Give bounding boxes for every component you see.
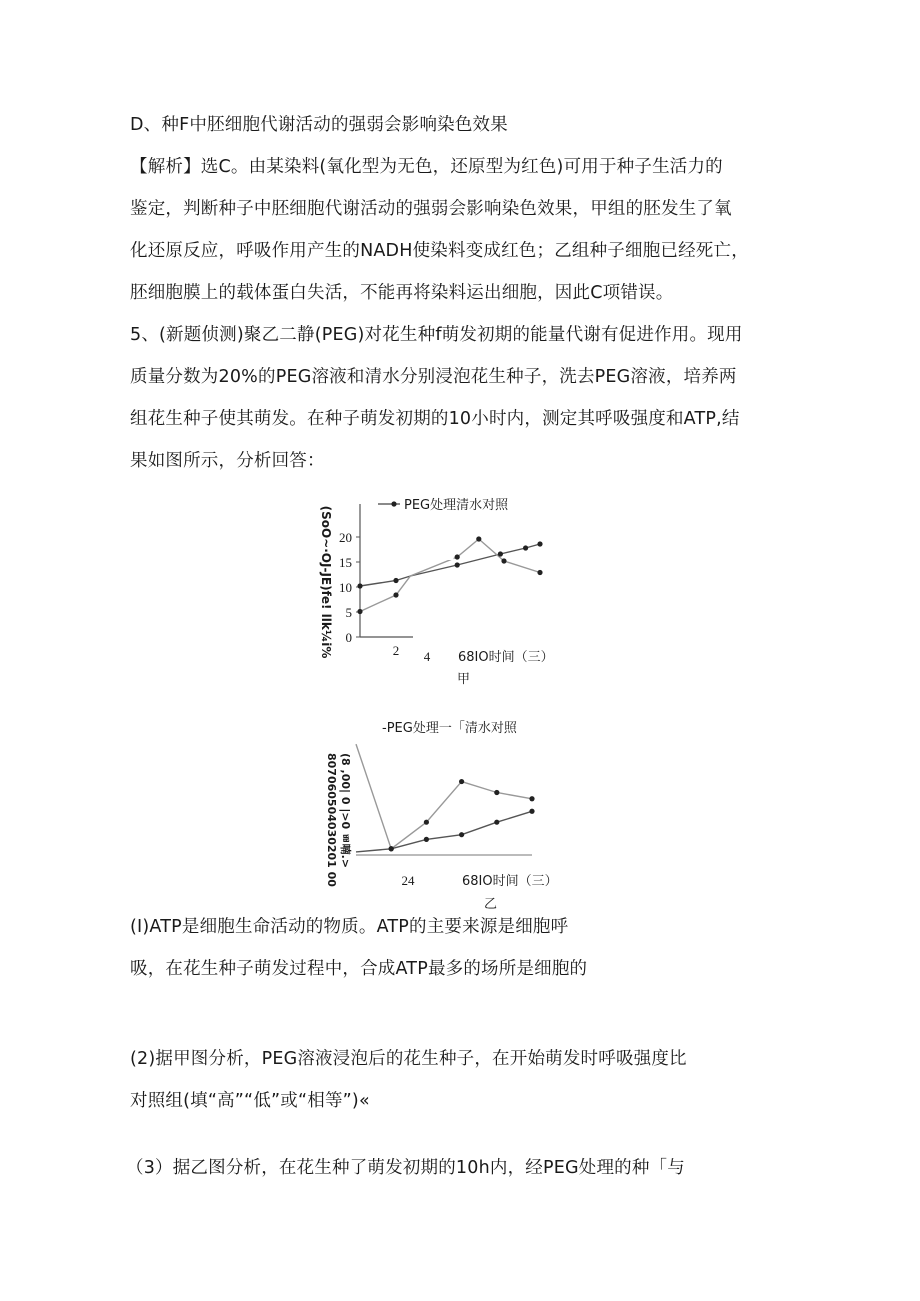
question-1-line-2: 吸，在花生种子萌发过程中，合成ATP最多的场所是细胞的 — [130, 959, 588, 979]
chart-jia-series-0-point — [523, 545, 528, 550]
question-5-line-2: 质量分数为20%的PEG溶液和清水分别浸泡花生种子，洗去PEG溶液，培养两 — [130, 367, 737, 387]
analysis-line-3: 化还原反应，呼吸作用产生的NADH使染料变成红色；乙组种子细胞已经死亡， — [130, 241, 749, 261]
chart-jia-xtick-2: 2 — [392, 643, 400, 658]
chart-jia-ylabel: (SoO~·OJ-JE)fe! llk¼i% — [319, 505, 333, 659]
chart-yi-series-0-point — [494, 790, 499, 795]
chart-jia-series-1-point — [476, 536, 481, 541]
legend-marker-dot — [391, 501, 396, 506]
chart-jia-series-1-point — [455, 554, 460, 559]
chart-yi-series-0-point — [424, 820, 429, 825]
chart-yi-legend: -PEG处理一「清水对照 — [382, 721, 517, 736]
chart-jia-series-0-point — [455, 562, 460, 567]
chart-yi-xtick-24: 24 — [401, 873, 415, 888]
option-d: D、种F中胚细胞代谢活动的强弱会影响染色效果 — [130, 115, 508, 135]
chart-jia-gap — [412, 520, 453, 560]
chart-jia-ytick-label: 15 — [339, 555, 352, 570]
chart-jia-series-1-point — [357, 609, 362, 614]
chart-jia-series-0-point — [357, 583, 362, 588]
chart-yi-series-1-point — [459, 832, 464, 837]
question-5-line-3: 组花生种子使其萌发。在种子萌发初期的10小时内，测定其呼吸强度和ATP,结 — [130, 409, 740, 429]
chart-yi-series-0-point — [529, 796, 534, 801]
chart-jia-title: 甲 — [457, 672, 471, 687]
chart-jia-xlabel: 68IO时间（三） — [458, 650, 554, 665]
chart-yi — [320, 715, 610, 915]
question-2-line-1: (2)据甲图分析，PEG溶液浸泡后的花生种子，在开始萌发时呼吸强度比 — [130, 1049, 687, 1069]
question-5-line-1: 5、(新题侦测)聚乙二静(PEG)对花生种f萌发初期的能量代谢有促进作用。现用 — [130, 325, 743, 345]
chart-jia-series-1-point — [393, 592, 398, 597]
chart-jia-series-1-point — [537, 570, 542, 575]
chart-yi-series-0-line — [356, 744, 532, 849]
chart-yi-series-1-point — [389, 846, 394, 851]
chart-yi-ytick-labels: 807060504030201 00 — [325, 753, 338, 887]
chart-jia-xtick-4: 4 — [423, 649, 431, 664]
question-3-line-1: （3）据乙图分析，在花生种了萌发初期的10h内，经PEG处理的种「与 — [126, 1158, 685, 1178]
chart-jia — [300, 490, 620, 690]
chart-yi-series-1-point — [529, 809, 534, 814]
analysis-line-4: 胚细胞膜上的载体蛋白失活，不能再将染料运出细胞，因此C项错误。 — [130, 283, 674, 303]
question-5-line-4: 果如图所示，分析回答： — [130, 451, 325, 471]
chart-jia-series-0-point — [498, 551, 503, 556]
chart-yi-series-0-point — [459, 779, 464, 784]
chart-jia-legend: PEG处理清水对照 — [404, 498, 509, 513]
chart-yi-series-1-point — [494, 820, 499, 825]
chart-yi-title: 乙 — [484, 897, 498, 912]
chart-jia-ytick-label: 5 — [345, 605, 352, 620]
question-1-line-1: (I)ATP是细胞生命活动的物质。ATP的主要来源是细胞呼 — [130, 917, 569, 937]
question-2-line-2: 对照组(填“高”“低”或“相等”)« — [130, 1091, 370, 1111]
chart-yi-series-1-point — [424, 837, 429, 842]
chart-jia-series-0-point — [393, 578, 398, 583]
chart-jia-series-1-point — [501, 558, 506, 563]
chart-yi-xlabel: 68IO时间（三） — [462, 874, 558, 889]
analysis-line-1: 【解析】选C。由某染料(氧化型为无色，还原型为红色)可用于种子生活力的 — [130, 157, 723, 177]
analysis-line-2: 鉴定，判断种子中胚细胞代谢活动的强弱会影响染色效果，甲组的胚发生了氧 — [130, 199, 732, 219]
chart-jia-series-0-point — [537, 541, 542, 546]
chart-yi-ylabel: (8 ,00| 0 |>0 ㅃ喃.> — [339, 753, 352, 869]
chart-jia-ytick-label: 0 — [345, 630, 352, 645]
chart-jia-ytick-label: 20 — [339, 530, 352, 545]
chart-jia-ytick-label: 10 — [339, 580, 352, 595]
chart-yi-series-1-line — [356, 811, 532, 852]
